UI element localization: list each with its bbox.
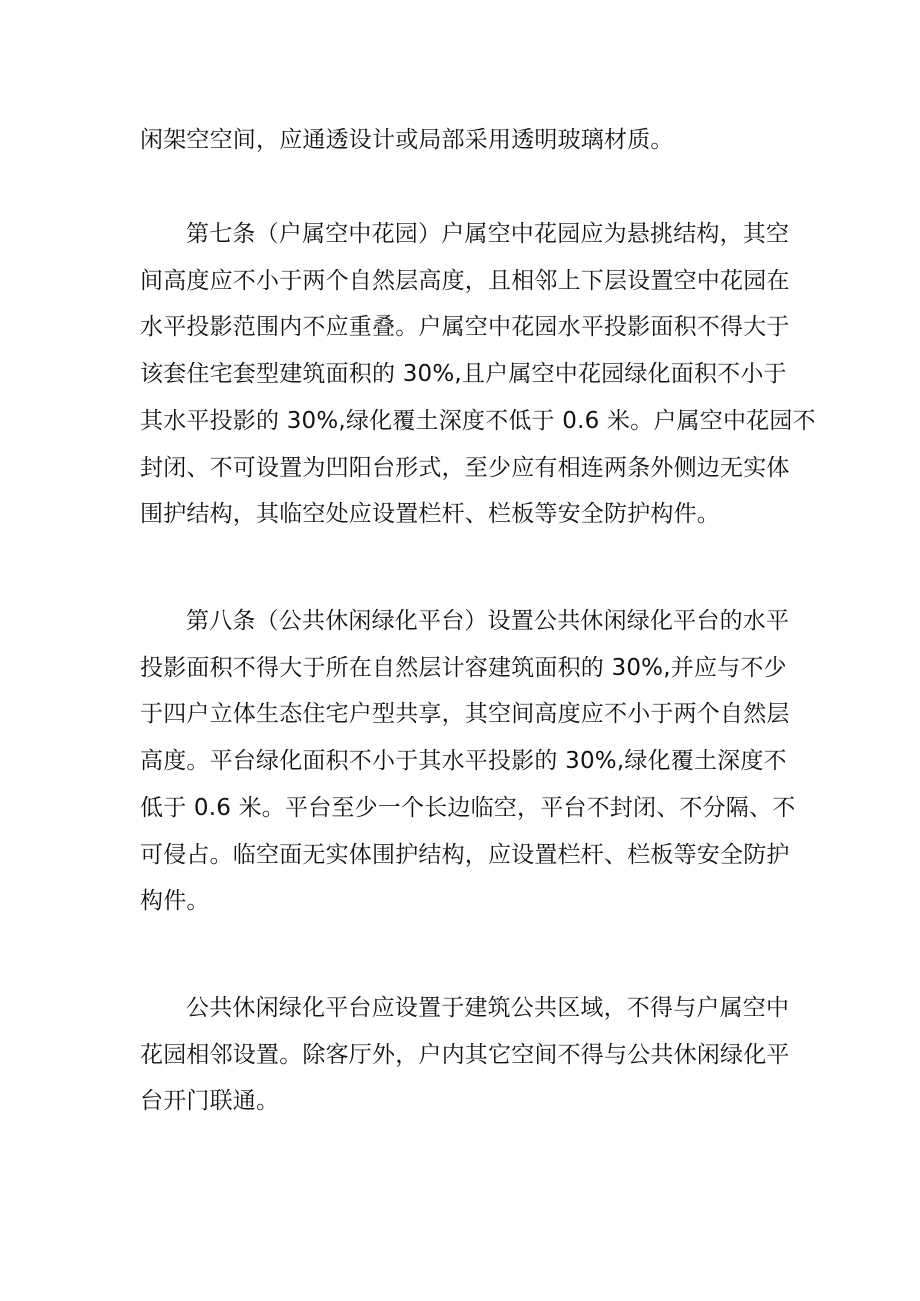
paragraph-article-8 xyxy=(140,598,796,925)
text-line: 公共休闲绿化平台应设置于建筑公共区域，不得与户属空中 xyxy=(186,995,790,1021)
text-line: 水平投影范围内不应重叠。户属空中花园水平投影面积不得大于 xyxy=(140,314,790,341)
text-line: 封闭、不可设置为凹阳台形式，至少应有相连两条外侧边无实体 xyxy=(140,454,790,481)
text-line: 投影面积不得大于所在自然层计容建筑面积的 30%,并应与不少 xyxy=(140,654,787,681)
text-line: 构件。 xyxy=(140,888,210,915)
text-line: 该套住宅套型建筑面积的 30%,且户属空中花园绿化面积不小于 xyxy=(140,361,787,388)
text-line: 台开门联通。 xyxy=(140,1088,280,1115)
paragraph-article-7 xyxy=(140,211,816,538)
paragraph-platform-location xyxy=(140,985,790,1125)
paragraph-continuation xyxy=(140,117,785,164)
text-line: 可侵占。临空面无实体围护结构，应设置栏杆、栏板等安全防护 xyxy=(140,841,790,868)
text-line: 花园相邻设置。除客厅外，户内其它空间不得与公共休闲绿化平 xyxy=(140,1041,790,1068)
text-line: 围护结构，其临空处应设置栏杆、栏板等安全防护构件。 xyxy=(140,501,720,528)
text-line: 第八条（公共休闲绿化平台）设置公共休闲绿化平台的水平 xyxy=(186,608,790,634)
text-line: 高度。平台绿化面积不小于其水平投影的 30%,绿化覆土深度不 xyxy=(140,748,787,775)
text-line: 低于 0.6 米。平台至少一个长边临空，平台不封闭、不分隔、不 xyxy=(140,794,796,821)
text-line: 其水平投影的 30%,绿化覆土深度不低于 0.6 米。户属空中花园不 xyxy=(140,407,816,434)
text-line: 第七条（户属空中花园）户属空中花园应为悬挑结构，其空 xyxy=(186,221,790,247)
text-line: 于四户立体生态住宅户型共享，其空间高度应不小于两个自然层 xyxy=(140,701,790,728)
text-line: 间高度应不小于两个自然层高度，且相邻上下层设置空中花园在 xyxy=(140,267,790,294)
text-line: 闲架空空间，应通透设计或局部采用透明玻璃材质。 xyxy=(140,127,674,153)
